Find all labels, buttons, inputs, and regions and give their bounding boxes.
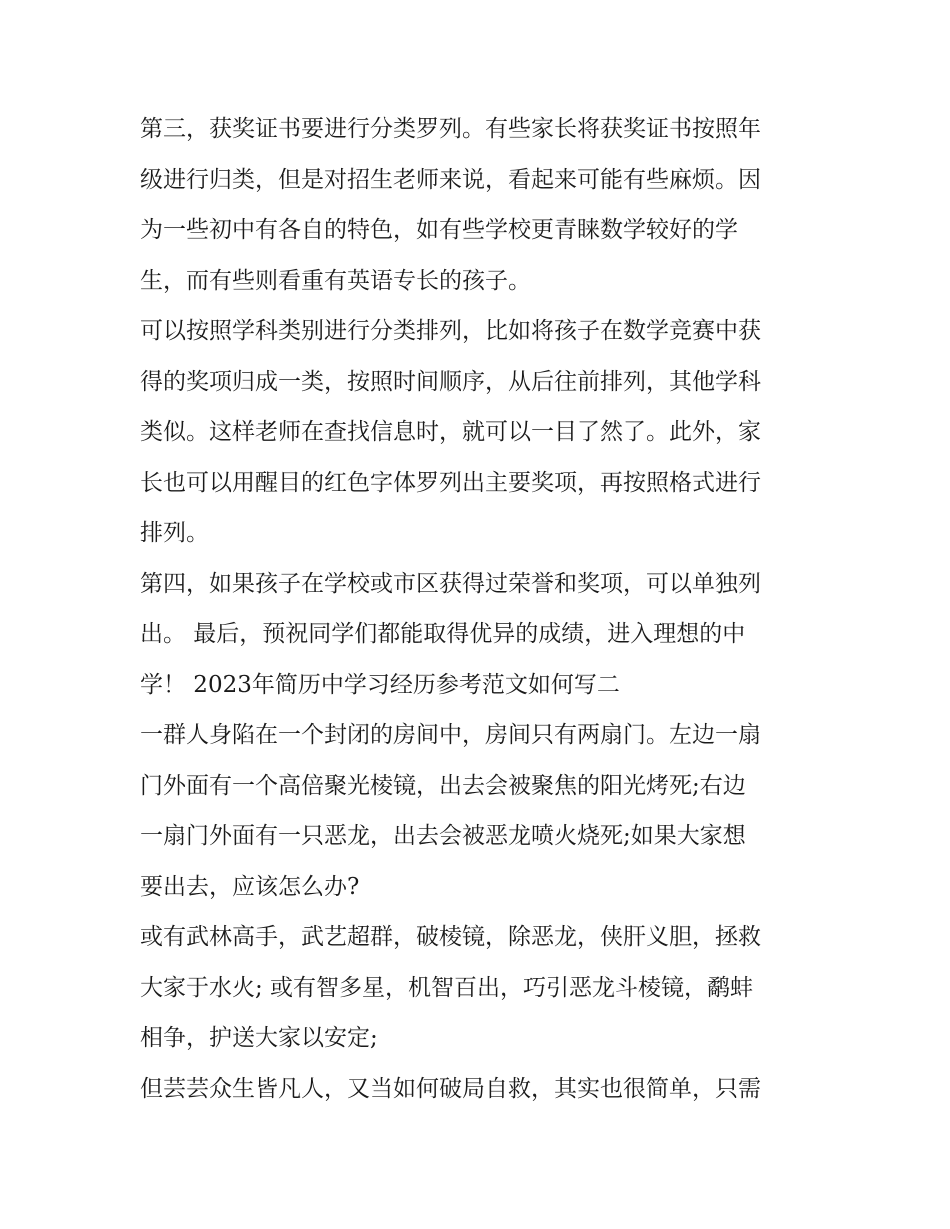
text-line: 或有武林高手，武艺超群，破棱镜，除恶龙，侠肝义胆，拯救 bbox=[140, 924, 761, 950]
text-line: 可以按照学科类别进行分类排列，比如将孩子在数学竞赛中获 bbox=[140, 318, 761, 344]
text-line: 出。 最后，预祝同学们都能取得优异的成绩，进入理想的中 bbox=[140, 621, 746, 647]
text-line: 一扇门外面有一只恶龙，出去会被恶龙喷火烧死;如果大家想 bbox=[140, 823, 746, 849]
text-line: 第三，获奖证书要进行分类罗列。有些家长将获奖证书按照年 bbox=[140, 116, 761, 142]
text-line: 一群人身陷在一个封闭的房间中，房间只有两扇门。左边一扇 bbox=[140, 722, 761, 748]
text-line: 第四，如果孩子在学校或市区获得过荣誉和奖项，可以单独列 bbox=[140, 570, 761, 597]
text-line: 类似。这样老师在查找信息时，就可以一目了然了。此外，家 bbox=[140, 419, 761, 445]
text-line: 要出去，应该怎么办? bbox=[140, 873, 360, 900]
text-line: 长也可以用醒目的红色字体罗列出主要奖项，再按照格式进行 bbox=[140, 469, 761, 496]
text-line: 大家于水火; 或有智多星，机智百出，巧引恶龙斗棱镜，鹬蚌 bbox=[140, 974, 754, 1001]
text-line: 得的奖项归成一类，按照时间顺序，从后往前排列，其他学科 bbox=[140, 368, 761, 395]
text-line: 学！ 2023年简历中学习经历参考范文如何写二 bbox=[140, 671, 620, 698]
text-line: 排列。 bbox=[140, 520, 209, 546]
text-line: 相争，护送大家以安定; bbox=[140, 1025, 378, 1051]
text-line: 门外面有一个高倍聚光棱镜，出去会被聚焦的阳光烤死;右边 bbox=[140, 772, 746, 799]
text-line: 但芸芸众生皆凡人，又当如何破局自救，其实也很简单，只需 bbox=[140, 1075, 761, 1102]
text-line: 生，而有些则看重有英语专长的孩子。 bbox=[140, 267, 531, 294]
text-line: 级进行归类，但是对招生老师来说，看起来可能有些麻烦。因 bbox=[140, 166, 761, 193]
text-line: 为一些初中有各自的特色，如有些学校更青睐数学较好的学 bbox=[140, 217, 738, 243]
document-body bbox=[140, 104, 820, 1114]
